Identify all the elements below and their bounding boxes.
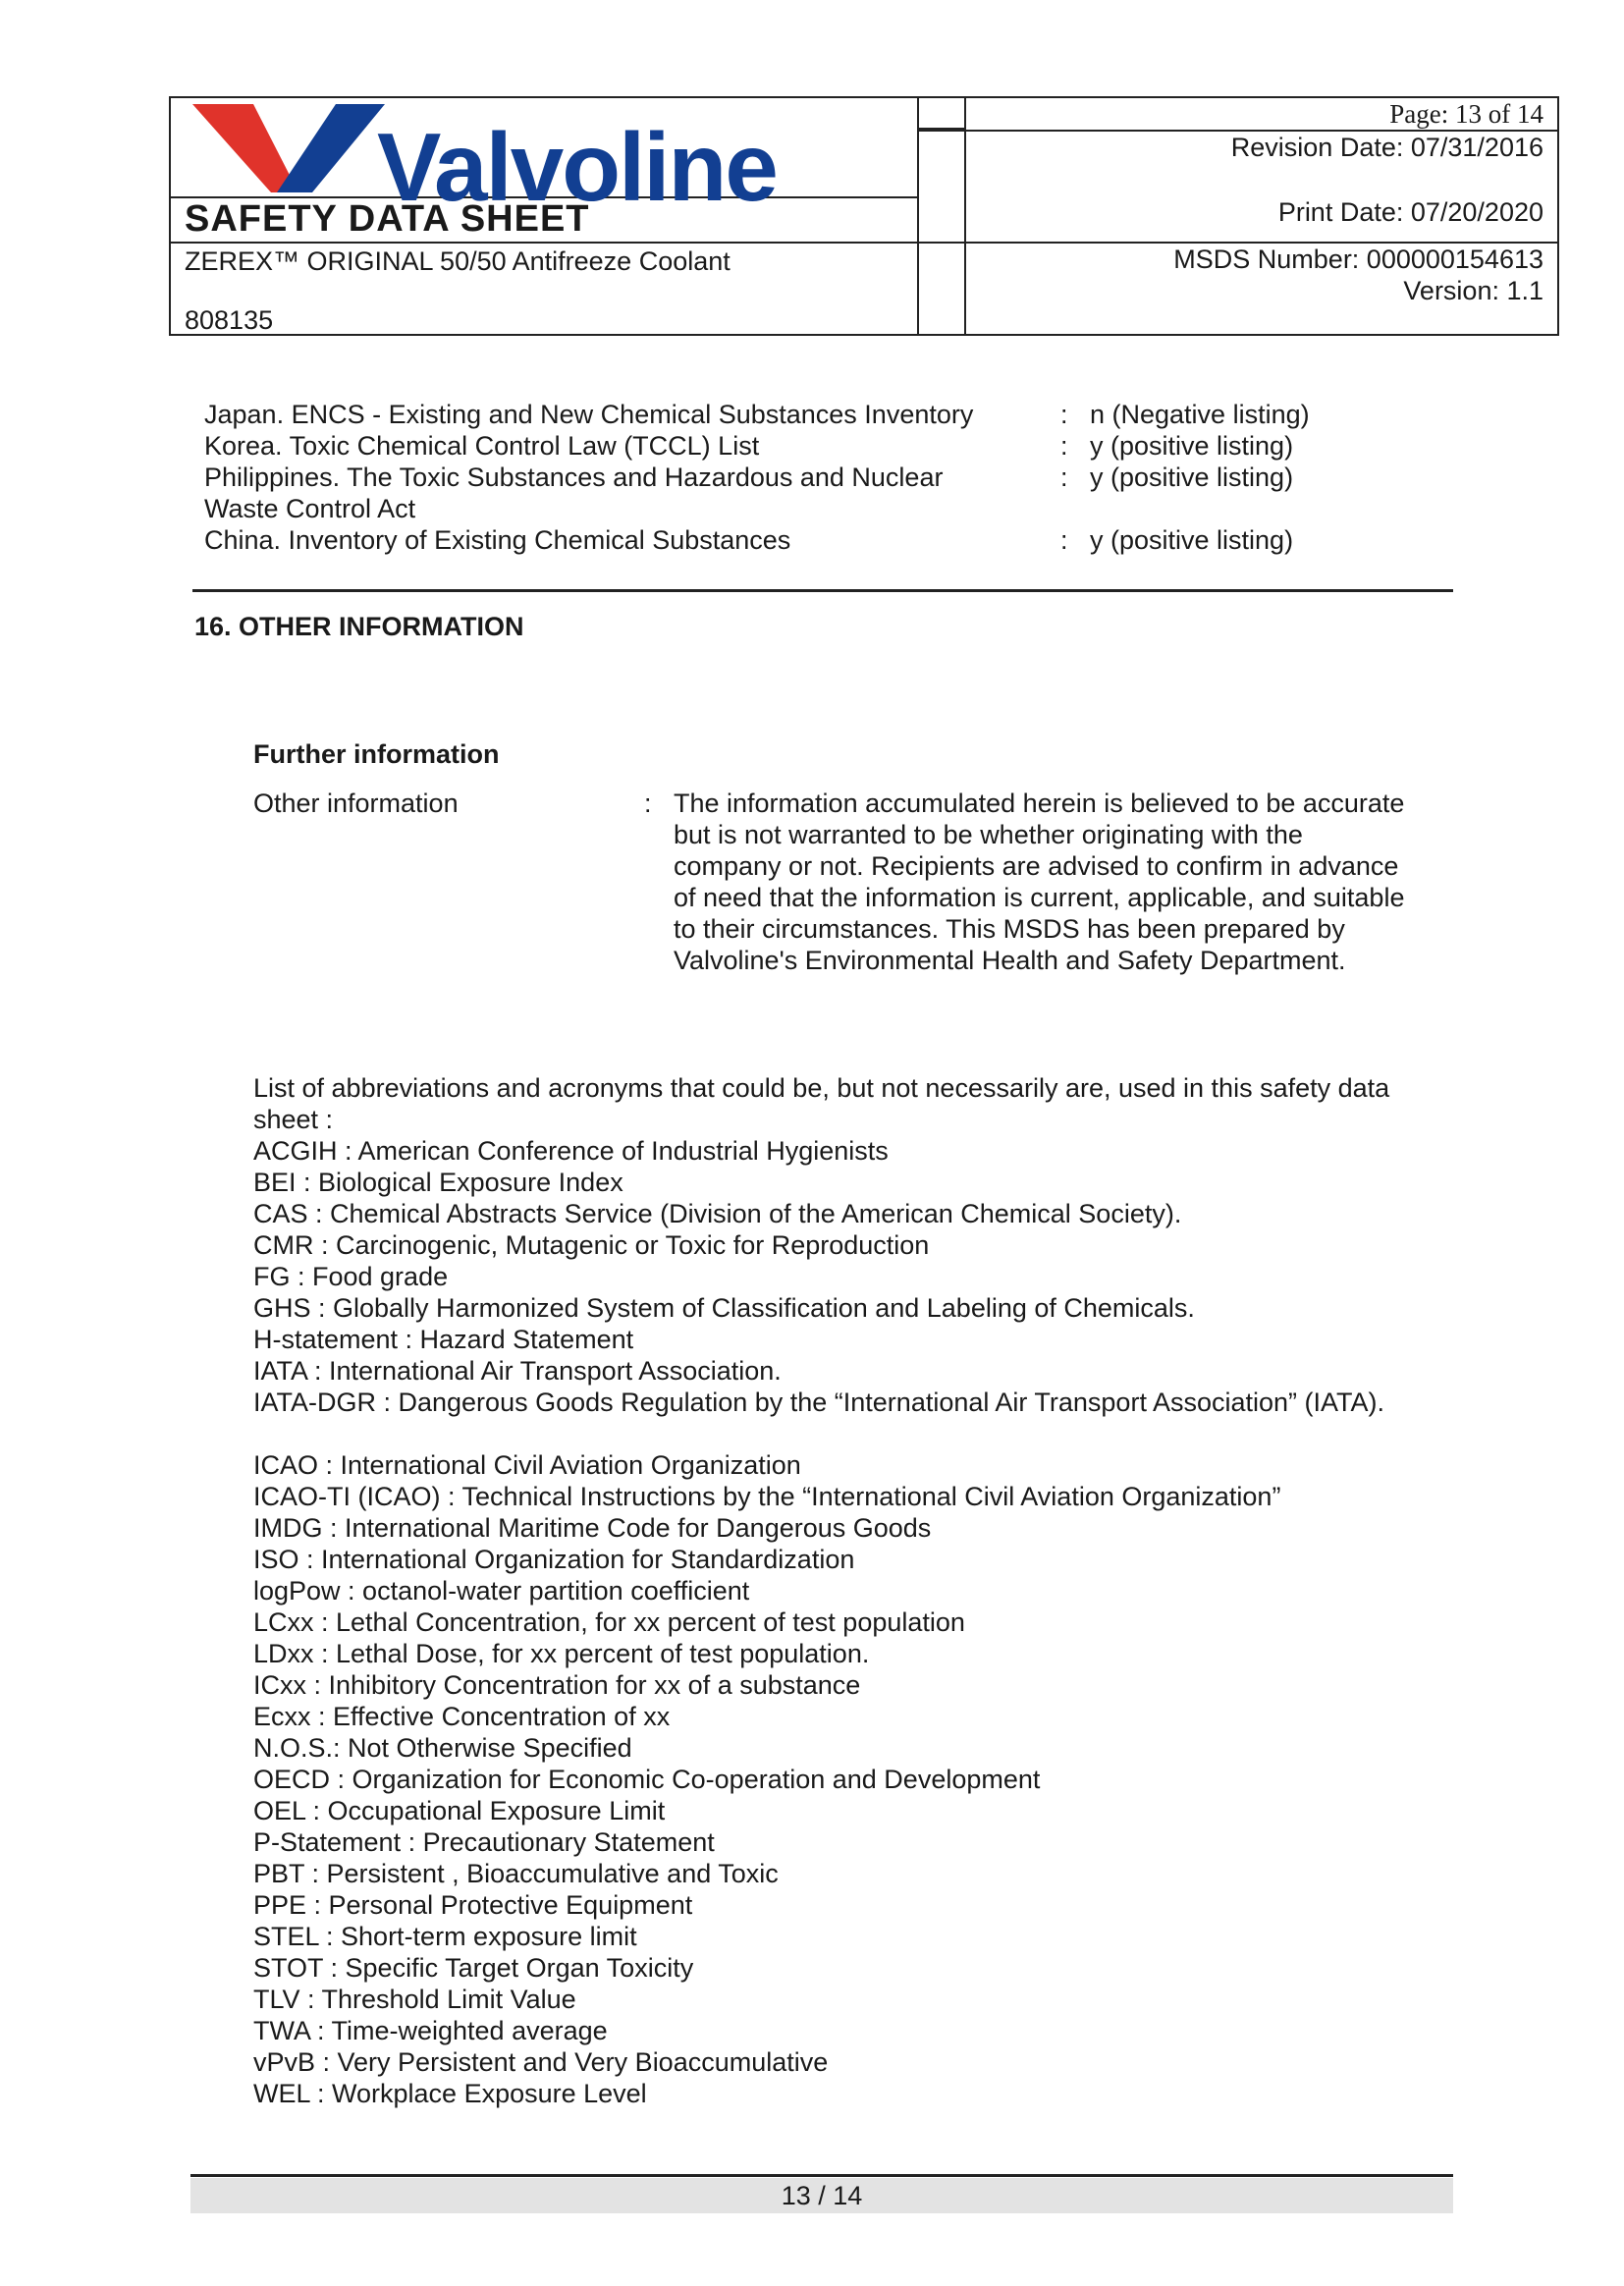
abbreviation-item: Ecxx : Effective Concentration of xx: [253, 1702, 671, 1731]
text-line: Valvoline's Environmental Health and Safety Department.: [674, 946, 1346, 975]
abbreviation-item: IATA : International Air Transport Association.: [253, 1356, 782, 1386]
abbreviations-intro: [253, 1072, 1471, 1135]
abbreviations-list: [253, 1135, 1471, 1418]
subsection-title: Further information: [253, 739, 500, 769]
abbreviation-item: ICAO-TI (ICAO) : Technical Instructions by the “International Civil Aviation Organization”: [253, 1482, 1281, 1511]
regulatory-item-label: Philippines. The Toxic Substances and Hazardous and Nuclear: [204, 463, 944, 492]
abbreviation-item: TLV : Threshold Limit Value: [253, 1985, 576, 2014]
text-line: sheet :: [253, 1105, 334, 1134]
abbreviation-item: OECD : Organization for Economic Co-operation and Development: [253, 1765, 1041, 1794]
header-divider: [917, 242, 964, 244]
abbreviations-list: [253, 1449, 1471, 2109]
regulatory-item-label: China. Inventory of Existing Chemical Substances: [204, 525, 791, 555]
abbreviation-item: STOT : Specific Target Organ Toxicity: [253, 1953, 694, 1983]
brand-name: Valvoline: [377, 113, 777, 221]
colon-separator: :: [1060, 463, 1068, 492]
abbreviation-item: LDxx : Lethal Dose, for xx percent of test population.: [253, 1639, 870, 1668]
page-indicator: Page: 13 of 14: [1389, 99, 1543, 129]
regulatory-item-label: Japan. ENCS - Existing and New Chemical Substances Inventory: [204, 400, 974, 429]
abbreviation-item: vPvB : Very Persistent and Very Bioaccumulative: [253, 2047, 829, 2077]
product-name: ZEREX™ ORIGINAL 50/50 Antifreeze Coolant: [185, 246, 731, 276]
abbreviation-item: CAS : Chemical Abstracts Service (Division of the American Chemical Society).: [253, 1199, 1182, 1228]
colon-separator: :: [1060, 431, 1068, 461]
abbreviation-item: WEL : Workplace Exposure Level: [253, 2079, 647, 2108]
header-divider: [917, 98, 919, 334]
abbreviation-item: ICAO : International Civil Aviation Organization: [253, 1450, 801, 1480]
text-line: of need that the information is current, applicable, and suitable: [674, 883, 1405, 912]
msds-number: MSDS Number: 000000154613: [1173, 245, 1543, 274]
valvoline-logo-icon: [192, 102, 389, 196]
text-line: but is not warranted to be whether originating with the: [674, 820, 1303, 849]
version: Version: 1.1: [1403, 276, 1543, 305]
abbreviation-item: H-statement : Hazard Statement: [253, 1325, 634, 1354]
regulatory-item-value: n (Negative listing): [1090, 400, 1310, 429]
abbreviation-item: BEI : Biological Exposure Index: [253, 1168, 623, 1197]
text-line: List of abbreviations and acronyms that could be, but not necessarily are, used in this safety data: [253, 1073, 1390, 1103]
revision-date: Revision Date: 07/31/2016: [1230, 133, 1543, 162]
colon-separator: :: [644, 789, 652, 818]
abbreviation-item: PPE : Personal Protective Equipment: [253, 1890, 693, 1920]
text-line: to their circumstances. This MSDS has been prepared by: [674, 914, 1345, 944]
footer-page-number: 13 / 14: [190, 2178, 1453, 2213]
abbreviation-item: TWA : Time-weighted average: [253, 2016, 608, 2045]
product-code: 808135: [185, 305, 274, 335]
other-information-label: Other information: [253, 789, 459, 818]
regulatory-item-value: y (positive listing): [1090, 525, 1294, 555]
abbreviation-item: STEL : Short-term exposure limit: [253, 1922, 637, 1951]
abbreviation-item: IMDG : International Maritime Code for Dangerous Goods: [253, 1513, 932, 1543]
abbreviation-item: FG : Food grade: [253, 1262, 449, 1291]
abbreviation-item: PBT : Persistent , Bioaccumulative and Toxic: [253, 1859, 779, 1888]
header-table: [169, 96, 1559, 336]
regulatory-item-label: Waste Control Act: [204, 494, 416, 523]
regulatory-item-value: y (positive listing): [1090, 431, 1294, 461]
abbreviation-item: CMR : Carcinogenic, Mutagenic or Toxic for Reproduction: [253, 1230, 930, 1260]
abbreviation-item: N.O.S.: Not Otherwise Specified: [253, 1733, 632, 1763]
abbreviation-item: OEL : Occupational Exposure Limit: [253, 1796, 666, 1825]
document-title: SAFETY DATA SHEET: [185, 198, 590, 240]
section-divider: [192, 589, 1453, 592]
other-information-text: [674, 788, 1459, 976]
print-date: Print Date: 07/20/2020: [1277, 197, 1543, 227]
colon-separator: :: [1060, 400, 1068, 429]
abbreviation-item: ACGIH : American Conference of Industrial Hygienists: [253, 1136, 889, 1166]
footer-rule: [190, 2174, 1453, 2177]
header-divider: [171, 242, 917, 244]
section-title: 16. OTHER INFORMATION: [194, 612, 524, 641]
regulatory-item-value: y (positive listing): [1090, 463, 1294, 492]
colon-separator: :: [1060, 525, 1068, 555]
abbreviation-item: IATA-DGR : Dangerous Goods Regulation by the “International Air Transport Association” (IATA).: [253, 1388, 1385, 1417]
text-line: company or not. Recipients are advised to confirm in advance: [674, 851, 1399, 881]
abbreviation-item: GHS : Globally Harmonized System of Classification and Labeling of Chemicals.: [253, 1293, 1195, 1323]
abbreviation-item: ISO : International Organization for Standardization: [253, 1545, 855, 1574]
text-line: The information accumulated herein is believed to be accurate: [674, 789, 1405, 818]
abbreviation-item: ICxx : Inhibitory Concentration for xx of a substance: [253, 1670, 861, 1700]
abbreviation-item: logPow : octanol-water partition coefficient: [253, 1576, 750, 1606]
regulatory-item-label: Korea. Toxic Chemical Control Law (TCCL) List: [204, 431, 760, 461]
abbreviation-item: P-Statement : Precautionary Statement: [253, 1827, 715, 1857]
abbreviation-item: LCxx : Lethal Concentration, for xx percent of test population: [253, 1607, 965, 1637]
header-divider: [964, 98, 966, 334]
